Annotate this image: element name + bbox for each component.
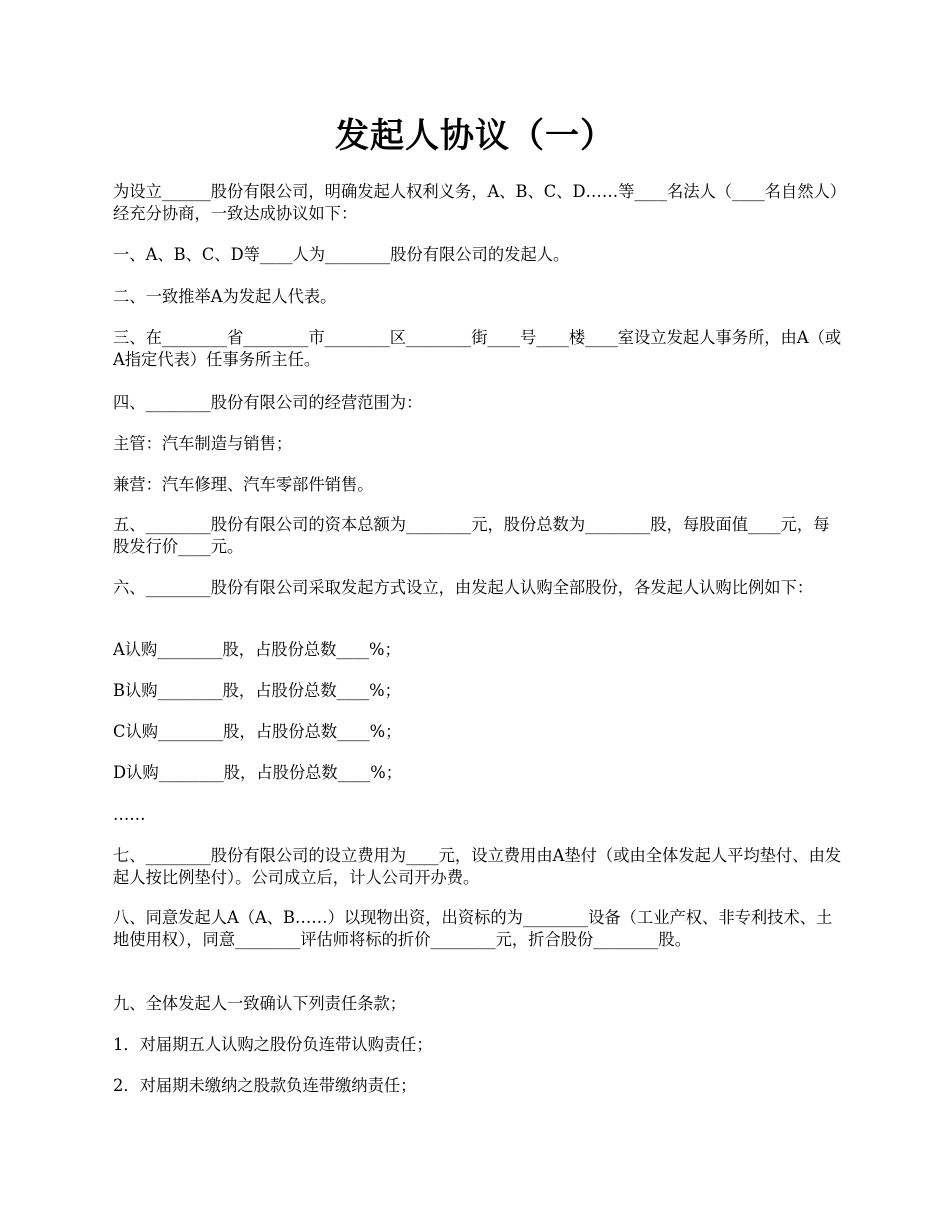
paragraph-liability-2: 2．对届期未缴纳之股款负连带缴纳责任； [113, 1076, 417, 1095]
paragraph-liability-1: 1．对届期五人认购之股份负连带认购责任； [113, 1035, 433, 1054]
paragraph-clause-2: 二、一致推举A为发起人代表。 [113, 287, 337, 306]
paragraph-subscription-b: B认购________股，占股份总数____%； [113, 681, 401, 700]
paragraph-clause-3: 三、在________省________市________区________街____号____楼____室设立发起人事务所，由A（或A指定代表）任事务所主任。 [113, 328, 842, 369]
paragraph-clause-9: 九、全体发起人一致确认下列责任条款； [113, 994, 407, 1013]
document-title: 发起人协议（一） [335, 116, 615, 156]
paragraph-subscription-a: A认购________股，占股份总数____%； [113, 640, 401, 659]
paragraph-side-business: 兼营：汽车修理、汽车零部件销售。 [113, 475, 374, 494]
paragraph-clause-5: 五、________股份有限公司的资本总额为________元，股份总数为________股，每股面值____元，每股发行价____元。 [113, 515, 830, 556]
paragraph-main-business: 主管：汽车制造与销售； [113, 434, 293, 453]
paragraph-subscription-c: C认购________股，占股份总数____%； [113, 722, 402, 741]
paragraph-clause-1: 一、A、B、C、D等____人为________股份有限公司的发起人。 [113, 245, 570, 264]
paragraph-ellipsis: …… [113, 805, 146, 824]
paragraph-clause-6: 六、________股份有限公司采取发起方式设立，由发起人认购全部股份，各发起人认购比例如下： [113, 578, 814, 597]
paragraph-preamble: 为设立______股份有限公司，明确发起人权利义务，A、B、C、D……等____名法人（____名自然人）经充分协商，一致达成协议如下： [113, 182, 838, 223]
paragraph-subscription-d: D认购________股，占股份总数____%； [113, 763, 403, 782]
paragraph-clause-7: 七、________股份有限公司的设立费用为____元，设立费用由A垫付（或由全体发起人平均垫付、由发起人按比例垫付）。公司成立后，计人公司开办费。 [113, 846, 842, 887]
paragraph-clause-8: 八、同意发起人A（A、B……）以现物出资，出资标的为________设备（工业产权、非专利技术、土地使用权），同意________评估师将标的折价________元，折合股份________股。 [113, 908, 833, 949]
paragraph-clause-4: 四、________股份有限公司的经营范围为： [113, 393, 423, 412]
